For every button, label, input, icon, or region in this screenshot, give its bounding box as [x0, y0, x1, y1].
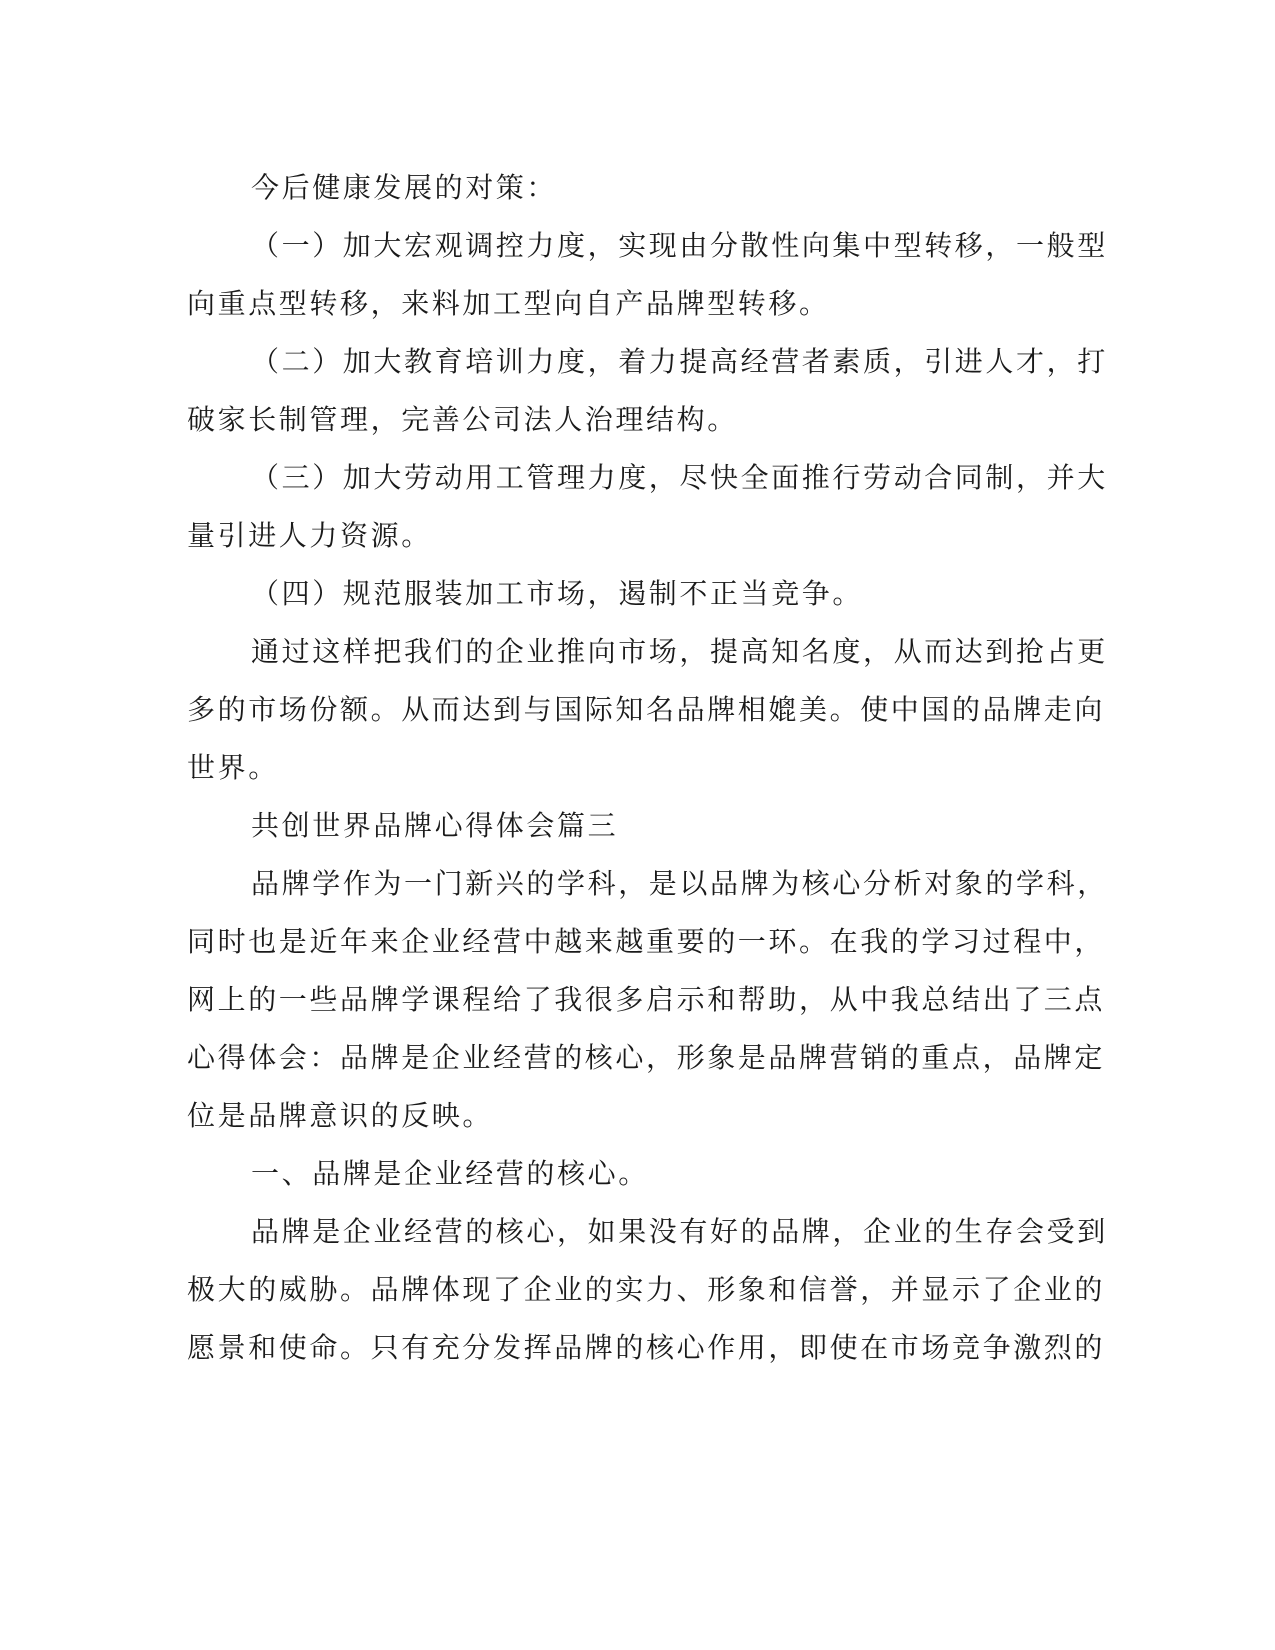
- paragraph-line: 今后健康发展的对策：: [251, 171, 558, 204]
- paragraph-line: （二）加大教育培训力度，着力提高经营者素质，引进人才，打: [251, 345, 1108, 378]
- paragraph-line: 位是品牌意识的反映。: [187, 1099, 494, 1132]
- paragraph-line: 量引进人力资源。: [187, 519, 432, 552]
- paragraph-line: 世界。: [187, 751, 279, 784]
- paragraph-line: 向重点型转移，来料加工型向自产品牌型转移。: [187, 287, 830, 320]
- paragraph-line: 心得体会：品牌是企业经营的核心，形象是品牌营销的重点，品牌定: [187, 1041, 1106, 1074]
- paragraph-line: 多的市场份额。从而达到与国际知名品牌相媲美。使中国的品牌走向: [187, 693, 1106, 726]
- section-heading: 共创世界品牌心得体会篇三: [251, 809, 619, 842]
- paragraph-line: 品牌是企业经营的核心，如果没有好的品牌，企业的生存会受到: [251, 1215, 1108, 1248]
- paragraph-line: 品牌学作为一门新兴的学科，是以品牌为核心分析对象的学科，: [251, 867, 1108, 900]
- paragraph-line: 极大的威胁。品牌体现了企业的实力、形象和信誉，并显示了企业的: [187, 1273, 1106, 1306]
- paragraph-line: 破家长制管理，完善公司法人治理结构。: [187, 403, 738, 436]
- paragraph-line: 网上的一些品牌学课程给了我很多启示和帮助，从中我总结出了三点: [187, 983, 1106, 1016]
- paragraph-line: 愿景和使命。只有充分发挥品牌的核心作用，即使在市场竞争激烈的: [187, 1331, 1106, 1364]
- paragraph-line: 通过这样把我们的企业推向市场，提高知名度，从而达到抢占更: [251, 635, 1108, 668]
- subsection-heading: 一、品牌是企业经营的核心。: [251, 1157, 649, 1190]
- paragraph-line: （三）加大劳动用工管理力度，尽快全面推行劳动合同制，并大: [251, 461, 1108, 494]
- paragraph-line: 同时也是近年来企业经营中越来越重要的一环。在我的学习过程中，: [187, 925, 1106, 958]
- paragraph-line: （四）规范服装加工市场，遏制不正当竞争。: [251, 577, 864, 610]
- paragraph-line: （一）加大宏观调控力度，实现由分散性向集中型转移，一般型: [251, 229, 1108, 262]
